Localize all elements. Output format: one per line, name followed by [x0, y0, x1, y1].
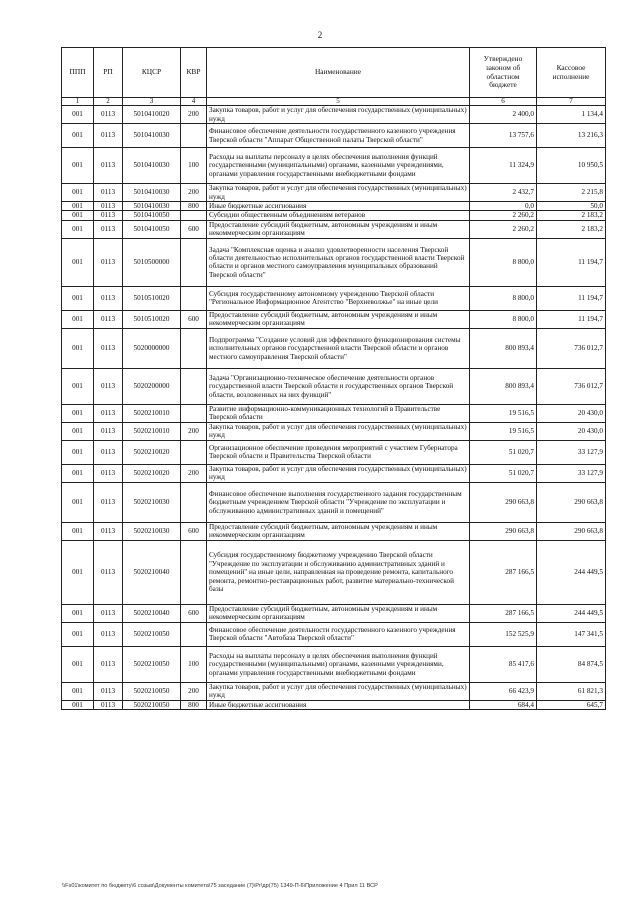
file-path-footer: \\Fs01\комитет по бюджету\6 созыв\Документы комитета\75 заседание (7)\Pr\др(75) 1349-П-6\Приложение 4 Прил 11 ВСР [62, 883, 378, 889]
cell-kvr [181, 286, 207, 310]
table-row [62, 368, 606, 404]
cell-rp: 0113 [94, 482, 123, 522]
cell-cash-execution: 20 430,0 [537, 422, 606, 440]
cell-kcsr: 5010410030 [123, 184, 181, 202]
cell-kcsr: 5020210050 [123, 622, 181, 646]
cell-cash-execution: 736 012,7 [537, 368, 606, 404]
cell-name: Организационное обеспечение проведения мероприятий с участием Губернатора Тверской области и Правительства Тверской области [207, 440, 470, 464]
cell-ppp: 001 [62, 184, 94, 202]
column-number: 3 [123, 98, 181, 106]
cell-rp: 0113 [94, 522, 123, 540]
cell-kvr: 800 [181, 700, 207, 709]
cell-ppp: 001 [62, 238, 94, 286]
cell-rp: 0113 [94, 646, 123, 682]
cell-ppp: 001 [62, 622, 94, 646]
cell-cash-execution: 290 663,8 [537, 522, 606, 540]
cell-approved-amount: 2 260,2 [470, 211, 537, 220]
cell-rp: 0113 [94, 184, 123, 202]
cell-cash-execution: 13 216,3 [537, 124, 606, 148]
cell-approved-amount: 19 516,5 [470, 404, 537, 422]
cell-kcsr: 5020210050 [123, 700, 181, 709]
cell-approved-amount: 8 800,0 [470, 286, 537, 310]
cell-approved-amount: 19 516,5 [470, 422, 537, 440]
cell-ppp: 001 [62, 404, 94, 422]
table-row [62, 184, 606, 202]
cell-name: Закупка товаров, работ и услуг для обеспечения государственных (муниципальных) нужд [207, 106, 470, 124]
header-kcsr: КЦСР [123, 48, 181, 98]
cell-ppp: 001 [62, 220, 94, 238]
cell-ppp: 001 [62, 211, 94, 220]
cell-kvr [181, 124, 207, 148]
cell-kvr [181, 238, 207, 286]
cell-cash-execution: 244 449,5 [537, 540, 606, 604]
cell-ppp: 001 [62, 286, 94, 310]
cell-approved-amount: 2 400,0 [470, 106, 537, 124]
cell-cash-execution: 50,0 [537, 202, 606, 211]
table-row [62, 700, 606, 709]
cell-approved-amount: 0,0 [470, 202, 537, 211]
column-number: 4 [181, 98, 207, 106]
cell-approved-amount: 11 324,9 [470, 148, 537, 184]
header-rp: РП [94, 48, 123, 98]
column-number: 7 [537, 98, 606, 106]
table-row [62, 148, 606, 184]
cell-kcsr: 5010410020 [123, 106, 181, 124]
cell-approved-amount: 2 260,2 [470, 220, 537, 238]
table-row [62, 202, 606, 211]
cell-rp: 0113 [94, 328, 123, 368]
cell-rp: 0113 [94, 310, 123, 328]
cell-name: Иные бюджетные ассигнования [207, 202, 470, 211]
budget-table-container [61, 47, 605, 710]
table-row [62, 646, 606, 682]
cell-name: Предоставление субсидий бюджетным, автономным учреждениям и иным некоммерческим организациям [207, 604, 470, 622]
cell-kcsr: 5020210020 [123, 464, 181, 482]
cell-ppp: 001 [62, 464, 94, 482]
table-row [62, 286, 606, 310]
cell-cash-execution: 244 449,5 [537, 604, 606, 622]
column-number: 1 [62, 98, 94, 106]
cell-cash-execution: 1 134,4 [537, 106, 606, 124]
cell-name: Развитие информационно-коммуникационных технологий в Правительстве Тверской области [207, 404, 470, 422]
cell-name: Субсидия государственному автономному учреждению Тверской области "Региональное Информационное Агентство "Верхневолжье" на иные цели [207, 286, 470, 310]
cell-cash-execution: 11 194,7 [537, 310, 606, 328]
cell-kvr: 100 [181, 646, 207, 682]
page-number: 2 [317, 30, 323, 40]
cell-cash-execution: 84 874,5 [537, 646, 606, 682]
cell-name: Иные бюджетные ассигнования [207, 700, 470, 709]
cell-kcsr: 5010410030 [123, 124, 181, 148]
cell-rp: 0113 [94, 622, 123, 646]
cell-rp: 0113 [94, 368, 123, 404]
cell-approved-amount: 66 423,9 [470, 682, 537, 700]
cell-rp: 0113 [94, 540, 123, 604]
cell-kcsr: 5010410050 [123, 220, 181, 238]
cell-ppp: 001 [62, 604, 94, 622]
cell-name: Закупка товаров, работ и услуг для обеспечения государственных (муниципальных) нужд [207, 184, 470, 202]
cell-ppp: 001 [62, 440, 94, 464]
table-row [62, 328, 606, 368]
cell-cash-execution: 290 663,8 [537, 482, 606, 522]
cell-ppp: 001 [62, 202, 94, 211]
cell-name: Финансовое обеспечение деятельности государственного казенного учреждения Тверской области "Автобаза Тверской области" [207, 622, 470, 646]
cell-approved-amount: 152 525,9 [470, 622, 537, 646]
cell-cash-execution: 33 127,9 [537, 464, 606, 482]
cell-kvr [181, 211, 207, 220]
cell-rp: 0113 [94, 404, 123, 422]
cell-approved-amount: 287 166,5 [470, 604, 537, 622]
column-number-row [62, 98, 606, 106]
cell-name: Подпрограмма "Создание условий для эффективного функционирования системы исполнительных органов государственной власти Тверской области и органов местного самоуправления Тверской области" [207, 328, 470, 368]
cell-rp: 0113 [94, 422, 123, 440]
cell-kvr [181, 328, 207, 368]
cell-ppp: 001 [62, 148, 94, 184]
cell-name: Субсидия государственному бюджетному учреждению Тверской области "Учреждение по эксплуатации и обслуживанию административных зданий и помещений" на иные цели, направленная на проведение ремонта, капитального ремонта, ремонтно-реставрационных работ, развитие материально-технической базы [207, 540, 470, 604]
cell-kvr: 200 [181, 184, 207, 202]
table-row [62, 211, 606, 220]
table-row [62, 482, 606, 522]
cell-kcsr: 5020210040 [123, 604, 181, 622]
cell-approved-amount: 684,4 [470, 700, 537, 709]
cell-kvr [181, 482, 207, 522]
cell-cash-execution: 20 430,0 [537, 404, 606, 422]
table-row [62, 220, 606, 238]
cell-kvr [181, 368, 207, 404]
table-row [62, 464, 606, 482]
cell-kvr: 600 [181, 310, 207, 328]
cell-cash-execution: 11 194,7 [537, 286, 606, 310]
cell-kcsr: 5020210040 [123, 540, 181, 604]
cell-name: Предоставление субсидий бюджетным, автономным учреждениям и иным некоммерческим организациям [207, 310, 470, 328]
cell-kcsr: 5010410030 [123, 202, 181, 211]
table-row [62, 404, 606, 422]
cell-ppp: 001 [62, 540, 94, 604]
cell-approved-amount: 8 800,0 [470, 238, 537, 286]
table-header-row [62, 48, 606, 98]
header-ppp: ППП [62, 48, 94, 98]
cell-ppp: 001 [62, 522, 94, 540]
cell-approved-amount: 51 020,7 [470, 464, 537, 482]
cell-cash-execution: 61 821,3 [537, 682, 606, 700]
cell-kcsr: 5020210020 [123, 440, 181, 464]
table-row [62, 522, 606, 540]
cell-kvr: 600 [181, 220, 207, 238]
cell-kvr: 200 [181, 106, 207, 124]
cell-name: Финансовое обеспечение выполнения государственного задания государственным бюджетным учреждением Тверской области "Учреждение по эксплуатации и обслуживанию административных зданий и помещений" [207, 482, 470, 522]
cell-kvr: 100 [181, 148, 207, 184]
column-number: 6 [470, 98, 537, 106]
cell-ppp: 001 [62, 310, 94, 328]
cell-kcsr: 5020210030 [123, 522, 181, 540]
cell-cash-execution: 2 183,2 [537, 211, 606, 220]
table-row [62, 540, 606, 604]
cell-approved-amount: 290 663,8 [470, 482, 537, 522]
cell-kcsr: 5020210010 [123, 422, 181, 440]
cell-rp: 0113 [94, 604, 123, 622]
table-row [62, 622, 606, 646]
header-name: Наименование [207, 48, 470, 98]
header-kvr: КВР [181, 48, 207, 98]
cell-name: Закупка товаров, работ и услуг для обеспечения государственных (муниципальных) нужд [207, 422, 470, 440]
cell-ppp: 001 [62, 646, 94, 682]
cell-rp: 0113 [94, 440, 123, 464]
cell-kcsr: 5020000000 [123, 328, 181, 368]
cell-approved-amount: 8 800,0 [470, 310, 537, 328]
cell-kcsr: 5010410050 [123, 211, 181, 220]
cell-approved-amount: 2 432,7 [470, 184, 537, 202]
cell-name: Субсидии общественным объединениям ветеранов [207, 211, 470, 220]
table-row [62, 422, 606, 440]
cell-kvr [181, 540, 207, 604]
cell-name: Предоставление субсидий бюджетным, автономным учреждениям и иным некоммерческим организациям [207, 220, 470, 238]
table-row [62, 682, 606, 700]
cell-approved-amount: 13 757,6 [470, 124, 537, 148]
cell-approved-amount: 800 893,4 [470, 368, 537, 404]
budget-table [61, 47, 606, 710]
cell-cash-execution: 147 341,5 [537, 622, 606, 646]
table-row [62, 124, 606, 148]
cell-rp: 0113 [94, 211, 123, 220]
cell-approved-amount: 800 893,4 [470, 328, 537, 368]
cell-cash-execution: 2 183,2 [537, 220, 606, 238]
column-number: 2 [94, 98, 123, 106]
cell-rp: 0113 [94, 286, 123, 310]
table-row [62, 310, 606, 328]
cell-cash-execution: 33 127,9 [537, 440, 606, 464]
cell-rp: 0113 [94, 124, 123, 148]
cell-ppp: 001 [62, 422, 94, 440]
cell-cash-execution: 736 012,7 [537, 328, 606, 368]
cell-kvr: 800 [181, 202, 207, 211]
cell-approved-amount: 85 417,6 [470, 646, 537, 682]
cell-ppp: 001 [62, 106, 94, 124]
cell-ppp: 001 [62, 700, 94, 709]
cell-rp: 0113 [94, 148, 123, 184]
cell-rp: 0113 [94, 682, 123, 700]
cell-rp: 0113 [94, 106, 123, 124]
cell-approved-amount: 290 663,8 [470, 522, 537, 540]
cell-name: Закупка товаров, работ и услуг для обеспечения государственных (муниципальных) нужд [207, 682, 470, 700]
cell-kvr: 200 [181, 422, 207, 440]
cell-ppp: 001 [62, 482, 94, 522]
cell-kcsr: 5010500000 [123, 238, 181, 286]
cell-name: Закупка товаров, работ и услуг для обеспечения государственных (муниципальных) нужд [207, 464, 470, 482]
cell-kcsr: 5010510020 [123, 310, 181, 328]
table-row [62, 238, 606, 286]
cell-kvr [181, 404, 207, 422]
column-number: 5 [207, 98, 470, 106]
cell-cash-execution: 2 215,8 [537, 184, 606, 202]
table-body [62, 106, 606, 710]
cell-kcsr: 5020210050 [123, 682, 181, 700]
cell-kcsr: 5010510020 [123, 286, 181, 310]
cell-rp: 0113 [94, 238, 123, 286]
cell-ppp: 001 [62, 328, 94, 368]
cell-kcsr: 5020210030 [123, 482, 181, 522]
cell-kvr: 600 [181, 604, 207, 622]
cell-name: Предоставление субсидий бюджетным, автономным учреждениям и иным некоммерческим организациям [207, 522, 470, 540]
cell-kvr: 200 [181, 464, 207, 482]
cell-kvr: 600 [181, 522, 207, 540]
cell-kcsr: 5020210050 [123, 646, 181, 682]
table-row [62, 106, 606, 124]
cell-approved-amount: 51 020,7 [470, 440, 537, 464]
cell-kvr [181, 440, 207, 464]
cell-name: Задача "Организационно-техническое обеспечение деятельности органов государственной власти Тверской области и государственных органов Тверской области, возложенных на них функций" [207, 368, 470, 404]
table-row [62, 604, 606, 622]
cell-ppp: 001 [62, 368, 94, 404]
cell-cash-execution: 10 950,5 [537, 148, 606, 184]
cell-cash-execution: 645,7 [537, 700, 606, 709]
cell-name: Финансовое обеспечение деятельности государственного казенного учреждения Тверской области "Аппарат Общественной палаты Тверской области" [207, 124, 470, 148]
cell-name: Расходы на выплаты персоналу в целях обеспечения выполнения функций государственными (муниципальными) органами, казенными учреждениями, органами управления государственными внебюджетными фондами [207, 646, 470, 682]
cell-ppp: 001 [62, 682, 94, 700]
header-cash: Кассовое исполнение [537, 48, 606, 98]
cell-cash-execution: 11 194,7 [537, 238, 606, 286]
cell-rp: 0113 [94, 464, 123, 482]
cell-ppp: 001 [62, 124, 94, 148]
table-row [62, 440, 606, 464]
cell-kcsr: 5020200000 [123, 368, 181, 404]
cell-rp: 0113 [94, 700, 123, 709]
cell-kvr [181, 622, 207, 646]
header-approved: Утверждено законом об областном бюджете [470, 48, 537, 98]
cell-kcsr: 5010410030 [123, 148, 181, 184]
cell-name: Задача "Комплексная оценка и анализ удовлетворенности населения Тверской области деятельностью исполнительных органов государственной власти Тверской области и органов местного самоуправления муниципальных образований Тверской области" [207, 238, 470, 286]
cell-kvr: 200 [181, 682, 207, 700]
cell-kcsr: 5020210010 [123, 404, 181, 422]
cell-name: Расходы на выплаты персоналу в целях обеспечения выполнения функций государственными (муниципальными) органами, казенными учреждениями, органами управления государственными внебюджетными фондами [207, 148, 470, 184]
cell-rp: 0113 [94, 202, 123, 211]
cell-approved-amount: 287 166,5 [470, 540, 537, 604]
cell-rp: 0113 [94, 220, 123, 238]
